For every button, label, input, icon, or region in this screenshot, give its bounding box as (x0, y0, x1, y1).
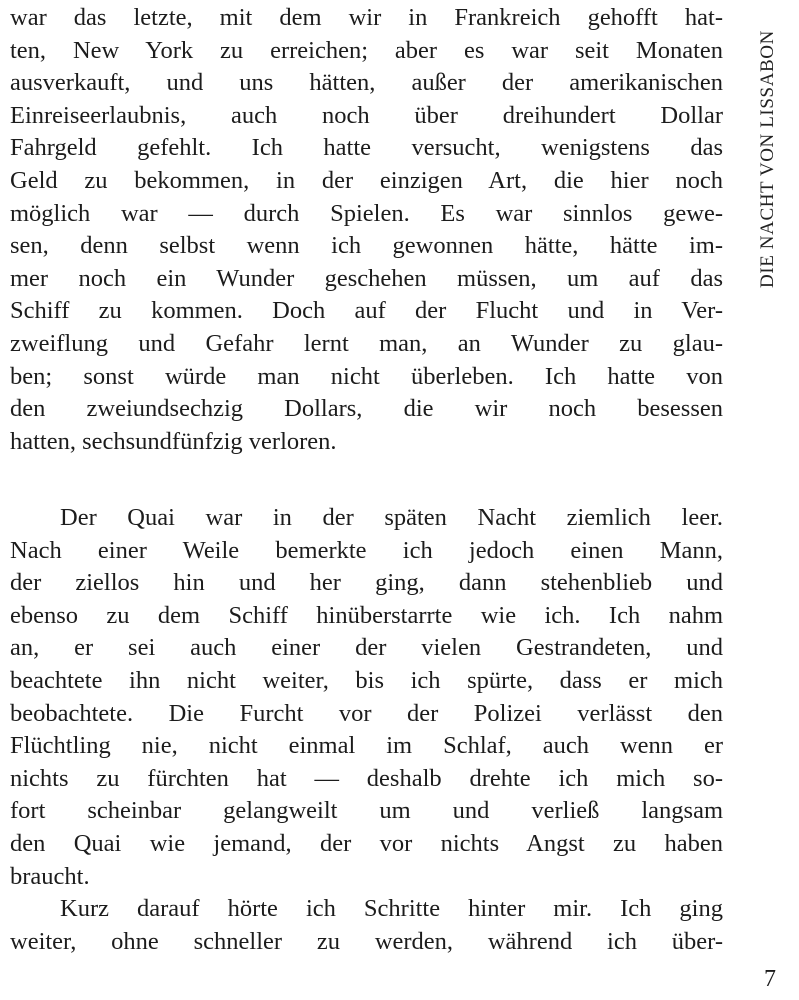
text-line: fort scheinbar gelangweilt um und verließ langsam (10, 797, 723, 825)
text-line: braucht. (10, 862, 90, 890)
text-line: Schiff zu kommen. Doch auf der Flucht und in Ver- (10, 297, 723, 325)
text-line: war das letzte, mit dem wir in Frankreich gehofft hat- (10, 4, 723, 31)
text-line: hatten, sechsundfünfzig verloren. (10, 427, 337, 455)
text-line: ebenso zu dem Schiff hinüberstarrte wie ich. Ich nahm (10, 601, 723, 629)
text-line: Einreiseerlaubnis, auch noch über dreihundert Dollar (10, 101, 723, 129)
text-line: zweiflung und Gefahr lernt man, an Wunder zu glau- (10, 329, 723, 357)
text-line: Kurz darauf hörte ich Schritte hinter mir. Ich ging (60, 895, 723, 923)
text-line: sen, denn selbst wenn ich gewonnen hätte, hätte im- (10, 232, 723, 260)
text-line: Flüchtling nie, nicht einmal im Schlaf, auch wenn er (10, 732, 723, 760)
text-line: beobachtete. Die Furcht vor der Polizei verlässt den (10, 699, 723, 727)
text-line: mer noch ein Wunder geschehen müssen, um auf das (10, 264, 723, 292)
text-line: der ziellos hin und her ging, dann stehenblieb und (10, 569, 723, 597)
running-head: DIE NACHT VON LISSABON (757, 30, 778, 288)
text-line: Geld zu bekommen, in der einzigen Art, die hier noch (10, 166, 723, 194)
page-number: 7 (764, 966, 776, 992)
paragraph-1 (10, 2, 723, 458)
text-line: beachtete ihn nicht weiter, bis ich spürte, dass er mich (10, 666, 723, 694)
paragraph-2 (10, 502, 723, 958)
text-line: ten, New York zu erreichen; aber es war seit Monaten (10, 36, 723, 64)
text-line: Nach einer Weile bemerkte ich jedoch einen Mann, (10, 536, 723, 564)
text-line: an, er sei auch einer der vielen Gestrandeten, und (10, 634, 723, 662)
text-line: weiter, ohne schneller zu werden, während ich über- (10, 927, 723, 955)
text-line: den zweiundsechzig Dollars, die wir noch besessen (10, 395, 723, 423)
text-line: ausverkauft, und uns hätten, außer der amerikanischen (10, 69, 723, 97)
text-line: Fahrgeld gefehlt. Ich hatte versucht, wenigstens das (10, 134, 723, 162)
text-line: Der Quai war in der späten Nacht ziemlich leer. (60, 504, 723, 531)
text-line: nichts zu fürchten hat — deshalb drehte ich mich so- (10, 764, 723, 792)
text-line: den Quai wie jemand, der vor nichts Angst zu haben (10, 829, 723, 857)
text-line: möglich war — durch Spielen. Es war sinnlos gewe- (10, 199, 723, 227)
text-line: ben; sonst würde man nicht überleben. Ich hatte von (10, 362, 723, 390)
